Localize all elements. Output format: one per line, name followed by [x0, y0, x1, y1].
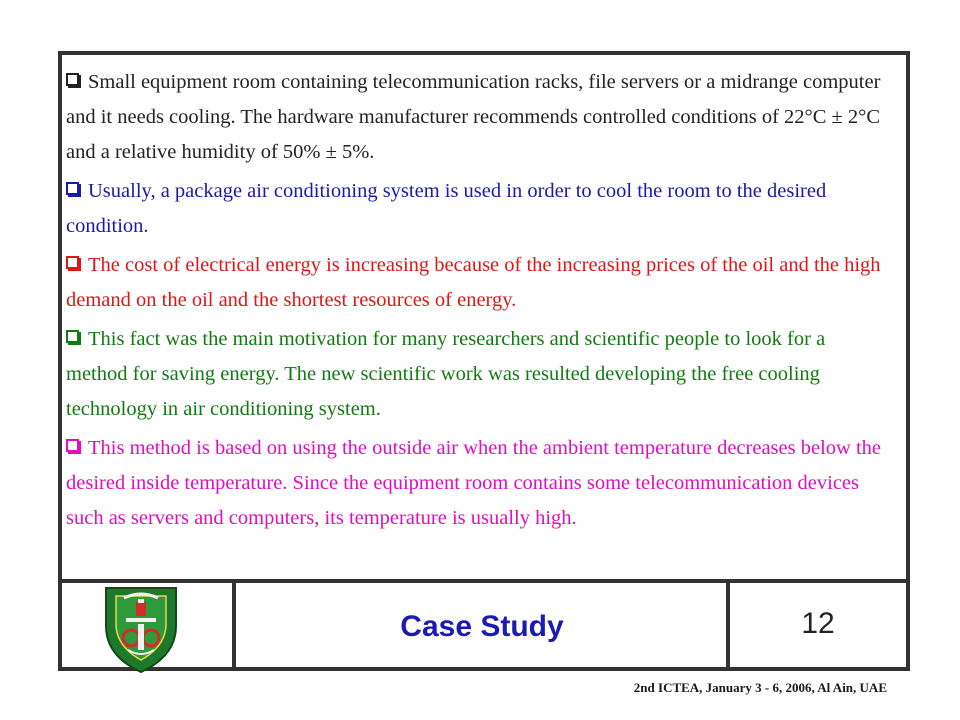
paragraph-text-5: This method is based on using the outside air when the ambient temperature decreases below the desired inside temperature. Since the equipment room contains some telecommunication devices such as servers and computers, its temperature is usually high. [66, 437, 882, 529]
square-bullet-icon [66, 439, 79, 452]
square-bullet-icon [66, 182, 79, 195]
bullet-paragraph-3 [66, 248, 886, 318]
slide-frame [58, 51, 910, 671]
square-bullet-icon [66, 330, 79, 343]
square-bullet-icon [66, 256, 79, 269]
bullet-paragraph-2 [66, 174, 886, 244]
paragraph-text-4: This fact was the main motivation for many researchers and scientific people to look for a method for saving energy. The new scientific work was resulted developing the free cooling technology in air conditioning system. [66, 328, 826, 420]
square-bullet-icon [66, 73, 79, 86]
slide-title-text: Case Study [400, 610, 564, 643]
bullet-paragraph-4 [66, 322, 886, 427]
paragraph-text-3: The cost of electrical energy is increasing because of the increasing prices of the oil and the high demand on the oil and the shortest resources of energy. [66, 254, 881, 311]
bullet-paragraph-5 [66, 431, 886, 536]
bullet-paragraph-1 [66, 65, 886, 170]
conference-footer: 2nd ICTEA, January 3 - 6, 2006, Al Ain, UAE [633, 680, 887, 695]
bullet-list [66, 65, 886, 540]
footer-divider-left [232, 583, 236, 667]
university-shield-logo-icon [102, 584, 180, 674]
paragraph-text-1: Small equipment room containing telecommunication racks, file servers or a midrange computer and it needs cooling. The hardware manufacturer recommends controlled conditions of 22°C ± 2°C and a relative humidity of 50% ± 5%. [66, 71, 881, 163]
slide-title [237, 583, 727, 671]
paragraph-text-2: Usually, a package air conditioning system is used in order to cool the room to the desired condition. [66, 180, 827, 237]
page-number: 12 [801, 607, 835, 640]
